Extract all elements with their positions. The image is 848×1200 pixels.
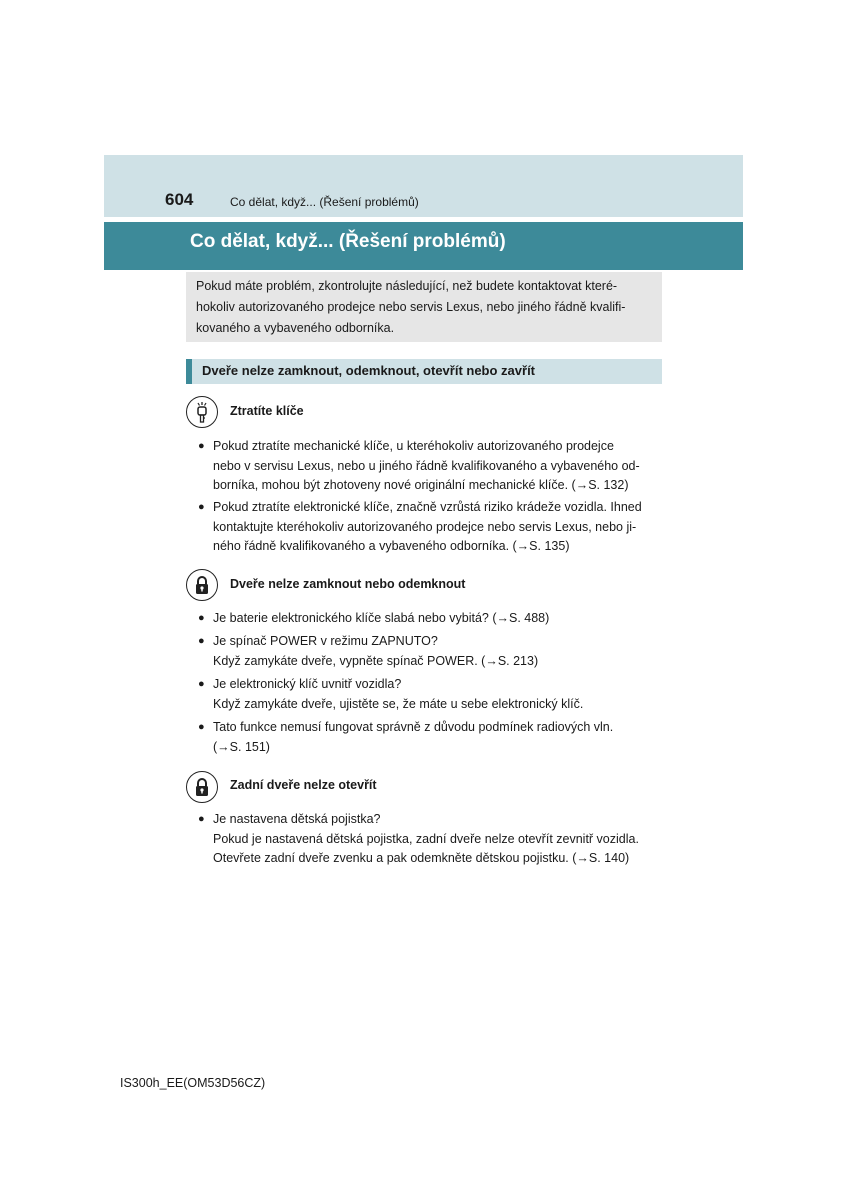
- list-item: [213, 810, 659, 869]
- bullet-icon: ●: [198, 440, 205, 452]
- section-heading-text: Dveře nelze zamknout, odemknout, otevřít nebo zavřít: [202, 363, 536, 378]
- page-number: 604: [165, 190, 194, 209]
- list-item: [213, 498, 659, 557]
- list-item: [213, 718, 659, 757]
- intro-text: [196, 276, 656, 339]
- bullet-icon: ●: [198, 635, 205, 647]
- padlock-icon: [186, 771, 218, 803]
- header-band: [104, 155, 743, 217]
- list-item-line: borníka, mohou být zhotoveny nové originální mechanické klíče. (→S. 132): [213, 478, 629, 492]
- running-head: Co dělat, když... (Řešení problémů): [230, 195, 419, 209]
- list-item: [213, 437, 659, 496]
- list-item-line: Tato funkce nemusí fungovat správně z důvodu podmínek radiových vln.: [213, 720, 614, 734]
- list-item: [213, 675, 659, 714]
- bullet-icon: ●: [198, 501, 205, 513]
- subsection-title: Ztratíte klíče: [230, 404, 304, 418]
- list-item-line: Je nastavena dětská pojistka?: [213, 812, 381, 826]
- list-item-line: Pokud ztratíte mechanické klíče, u kteréhokoliv autorizovaného prodejce: [213, 439, 614, 453]
- intro-line: Pokud máte problém, zkontrolujte následující, než budete kontaktovat které-: [196, 279, 618, 293]
- bullet-icon: ●: [198, 678, 205, 690]
- list-item-line: kontaktujte kteréhokoliv autorizovaného prodejce nebo servis Lexus, nebo ji-: [213, 519, 637, 534]
- subsection-title: Zadní dveře nelze otevřít: [230, 778, 377, 792]
- list-item-line: Když zamykáte dveře, vypněte spínač POWER. (→S. 213): [213, 653, 539, 668]
- list-item-line: (→S. 151): [213, 739, 270, 754]
- intro-line: kovaného a vybaveného odborníka.: [196, 321, 395, 335]
- list-item-line: Otevřete zadní dveře zvenku a pak odemkněte dětskou pojistku. (→S. 140): [213, 851, 630, 865]
- section-heading: [186, 359, 662, 384]
- list-item-line: ného řádně kvalifikovaného a vybaveného odborníka. (→S. 135): [213, 539, 570, 553]
- bullet-icon: ●: [198, 813, 205, 825]
- list-item-line: Je baterie elektronického klíče slabá nebo vybitá? (→S. 488): [213, 611, 550, 625]
- list-item: [213, 632, 659, 671]
- subsection-title: Dveře nelze zamknout nebo odemknout: [230, 577, 466, 591]
- list-item-line: Pokud ztratíte elektronické klíče, značně vzrůstá riziko krádeže vozidla. Ihned: [213, 500, 642, 514]
- list-item-line: Je spínač POWER v režimu ZAPNUTO?: [213, 634, 438, 648]
- bullet-icon: ●: [198, 612, 205, 624]
- intro-line: hokoliv autorizovaného prodejce nebo servis Lexus, nebo jiného řádně kvalifi-: [196, 300, 626, 314]
- list-item-line: Pokud je nastavená dětská pojistka, zadní dveře nelze otevřít zevnitř vozidla.: [213, 831, 639, 846]
- document-code: IS300h_EE(OM53D56CZ): [120, 1076, 266, 1090]
- list-item-line: nebo v servisu Lexus, nebo u jiného řádně kvalifikovaného a vybaveného od-: [213, 458, 640, 473]
- padlock-icon: [186, 569, 218, 601]
- page-title: Co dělat, když... (Řešení problémů): [190, 231, 506, 252]
- list-item: [213, 609, 659, 629]
- list-item-line: Když zamykáte dveře, ujistěte se, že máte u sebe elektronický klíč.: [213, 696, 584, 711]
- bullet-icon: ●: [198, 721, 205, 733]
- list-item-line: Je elektronický klíč uvnitř vozidla?: [213, 677, 402, 691]
- key-icon: [186, 396, 218, 428]
